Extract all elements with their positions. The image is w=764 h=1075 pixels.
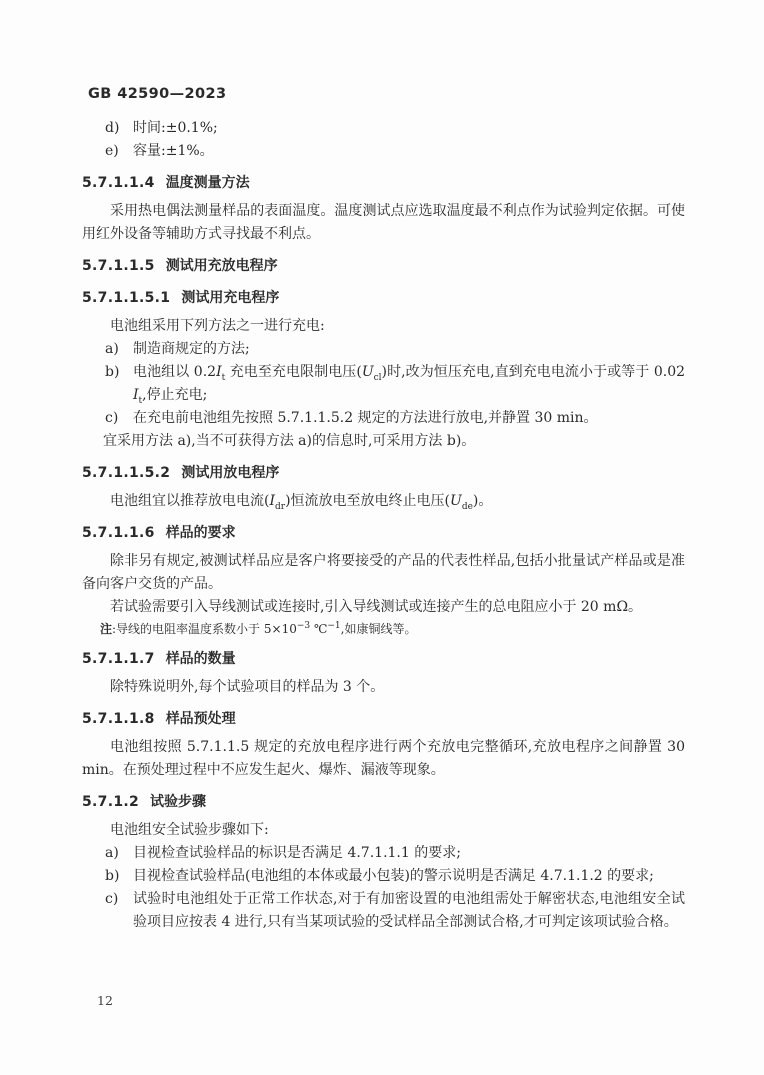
- page-content: [82, 117, 685, 934]
- subscript: de: [461, 501, 473, 512]
- list-label-b: b): [105, 868, 120, 884]
- variable-symbol-voltage: U: [450, 493, 462, 509]
- variable-symbol-voltage: U: [361, 364, 374, 380]
- list-label-d: d): [105, 120, 120, 136]
- section-number: 5.7.1.1.4: [82, 175, 155, 191]
- subscript: cl: [373, 372, 382, 383]
- section-heading-discharge-procedure: [82, 462, 685, 485]
- section-number: 5.7.1.1.5.1: [82, 290, 171, 306]
- list-text-c: 试验时电池组处于正常工作状态,对于有加密设置的电池组需处于解密状态,电池组安全试验项目应按表 4 进行,只有当某项试验的受试样品全部测试合格,才可判定该项试验合格。: [133, 891, 685, 930]
- section-title: 样品的数量: [165, 651, 236, 667]
- list-item-steps-b: [82, 865, 685, 888]
- text-segment: 充电至充电限制电压(: [225, 364, 362, 380]
- subscript: t: [138, 395, 143, 406]
- list-text-b: [133, 364, 686, 406]
- section-heading-temp-method: [82, 172, 685, 195]
- text-segment: 电池组以 0.2: [133, 364, 217, 380]
- section-title: 样品预处理: [165, 711, 236, 727]
- variable-symbol-current: I: [133, 387, 139, 403]
- list-label-e: e): [105, 143, 119, 159]
- list-item-e: [82, 140, 685, 163]
- list-item-d: [82, 117, 685, 140]
- paragraph-discharge: [82, 490, 685, 513]
- section-heading-sample-requirements: [82, 522, 685, 545]
- section-title: 测试用充电程序: [181, 290, 280, 306]
- note-label: 注: [100, 622, 113, 636]
- list-label-c: c): [105, 410, 119, 426]
- section-title: 样品的要求: [165, 525, 236, 541]
- section-number: 5.7.1.1.5: [82, 258, 155, 274]
- list-item-charge-b: [82, 361, 685, 407]
- section-number: 5.7.1.1.5.2: [82, 465, 171, 481]
- paragraph-sample-req-1: 除非另有规定,被测试样品应是客户将要接受的产品的代表性样品,包括小批量试产样品或是准备向客户交货的产品。: [82, 553, 685, 592]
- text-segment: :导线的电阻率温度系数小于 5×10: [112, 622, 297, 636]
- list-text-e: 容量:±1%。: [133, 143, 214, 159]
- list-label-a: a): [105, 845, 119, 861]
- section-number: 5.7.1.2: [82, 794, 140, 810]
- section-heading-sample-quantity: [82, 648, 685, 671]
- superscript: −3: [296, 621, 311, 631]
- paragraph-charge-closing: 宜采用方法 a),当不可获得方法 a)的信息时,可采用方法 b)。: [103, 433, 476, 449]
- paragraph-charge-intro: 电池组采用下列方法之一进行充电:: [110, 318, 325, 334]
- section-number: 5.7.1.1.6: [82, 525, 155, 541]
- list-text-d: 时间:±0.1%;: [133, 120, 218, 136]
- section-title: 温度测量方法: [165, 175, 250, 191]
- section-heading-sample-pretreatment: [82, 708, 685, 731]
- list-item-steps-a: [82, 842, 685, 865]
- paragraph-sample-pretreatment: 电池组按照 5.7.1.1.5 规定的充放电程序进行两个充放电完整循环,充放电程序之间静置 30 min。在预处理过程中不应发生起火、爆炸、漏液等现象。: [82, 739, 685, 778]
- text-segment: )。: [472, 493, 493, 509]
- subscript: dr: [275, 501, 286, 512]
- list-label-b: b): [105, 364, 120, 380]
- text-segment: )时,改为恒压充电,直到充电电流小于或等于 0.02: [381, 364, 686, 380]
- note-wire-resistance: [82, 620, 685, 639]
- variable-symbol-current: I: [269, 493, 275, 509]
- section-title: 试验步骤: [150, 794, 207, 810]
- text-segment: ,如康铜线等。: [340, 622, 417, 636]
- superscript: −1: [327, 621, 341, 631]
- list-text-c: 在充电前电池组先按照 5.7.1.1.5.2 规定的方法进行放电,并静置 30 min。: [133, 410, 598, 426]
- section-heading-test-steps: [82, 791, 685, 814]
- list-item-charge-a: [82, 338, 685, 361]
- paragraph-sample-req-2: 若试验需要引入导线测试或连接时,引入导线测试或连接产生的总电阻应小于 20 mΩ。: [110, 599, 643, 615]
- list-label-c: c): [105, 891, 119, 907]
- text-segment: 电池组宜以推荐放电电流(: [110, 493, 270, 509]
- list-label-a: a): [105, 341, 119, 357]
- text-segment: ,停止充电;: [142, 387, 208, 403]
- list-item-charge-c: [82, 407, 685, 430]
- section-heading-charge-discharge: [82, 255, 685, 278]
- paragraph-test-steps-intro: 电池组安全试验步骤如下:: [110, 822, 269, 838]
- variable-symbol-current: I: [216, 364, 222, 380]
- standard-number: GB 42590—2023: [88, 86, 227, 102]
- section-title: 测试用放电程序: [181, 465, 280, 481]
- list-text-a: 制造商规定的方法;: [133, 341, 250, 357]
- subscript: t: [221, 372, 226, 383]
- paragraph-temp-method: 采用热电偶法测量样品的表面温度。温度测试点应选取温度最不利点作为试验判定依据。可使用红外设备等辅助方式寻找最不利点。: [82, 203, 685, 242]
- section-number: 5.7.1.1.8: [82, 711, 155, 727]
- section-number: 5.7.1.1.7: [82, 651, 155, 667]
- list-item-steps-c: [82, 888, 685, 934]
- text-segment: ℃: [310, 622, 328, 636]
- list-text-a: 目视检查试验样品的标识是否满足 4.7.1.1.1 的要求;: [133, 845, 461, 861]
- paragraph-sample-quantity: 除特殊说明外,每个试验项目的样品为 3 个。: [110, 679, 385, 695]
- section-title: 测试用充放电程序: [165, 258, 278, 274]
- text-segment: )恒流放电至放电终止电压(: [285, 493, 451, 509]
- page-number: 12: [97, 993, 113, 1008]
- section-heading-charge-procedure: [82, 287, 685, 310]
- list-text-b: 目视检查试验样品(电池组的本体或最小包装)的警示说明是否满足 4.7.1.1.2 的要求;: [133, 868, 654, 884]
